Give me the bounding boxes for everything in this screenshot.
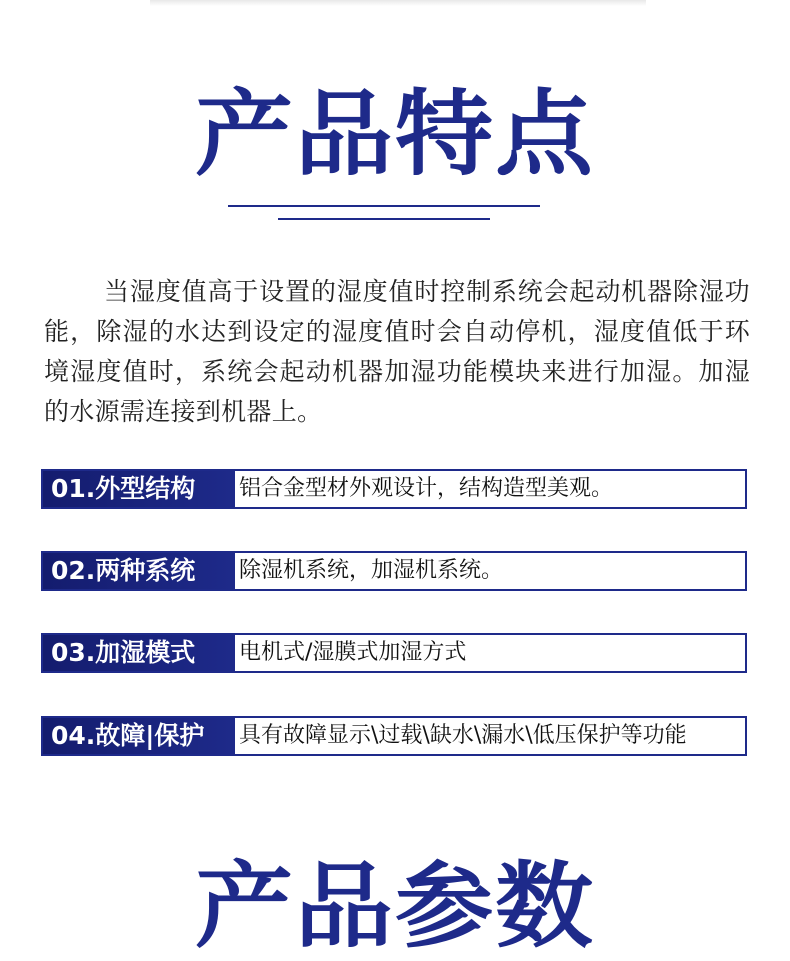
feature-value: 电机式/湿膜式加湿方式 bbox=[239, 640, 467, 665]
section-title-params: 产品参数 bbox=[194, 852, 595, 961]
feature-row-systems bbox=[41, 551, 747, 591]
title-underline-long bbox=[228, 205, 540, 207]
feature-row-structure bbox=[41, 469, 747, 509]
feature-row-fault-protection bbox=[41, 716, 747, 756]
feature-row-humidify-mode bbox=[41, 633, 747, 673]
intro-paragraph: 当湿度值高于设置的湿度值时控制系统会起动机器除湿功能，除湿的水达到设定的湿度值时会自动停机，湿度值低于环境湿度值时，系统会起动机器加湿功能模块来进行加湿。加湿的水源需连接到机器上。 bbox=[44, 277, 750, 426]
feature-label: 02.两种系统 bbox=[43, 553, 235, 589]
section-title-features: 产品特点 bbox=[194, 80, 595, 190]
title-underline-short bbox=[278, 218, 490, 220]
top-divider-shadow bbox=[150, 0, 646, 6]
feature-label: 01.外型结构 bbox=[43, 471, 235, 507]
feature-label: 03.加湿模式 bbox=[43, 635, 235, 671]
feature-value: 具有故障显示\过载\缺水\漏水\低压保护等功能 bbox=[239, 723, 687, 748]
feature-value: 铝合金型材外观设计，结构造型美观。 bbox=[239, 476, 614, 501]
feature-label: 04.故障|保护 bbox=[43, 718, 235, 754]
feature-value: 除湿机系统，加湿机系统。 bbox=[239, 558, 504, 583]
